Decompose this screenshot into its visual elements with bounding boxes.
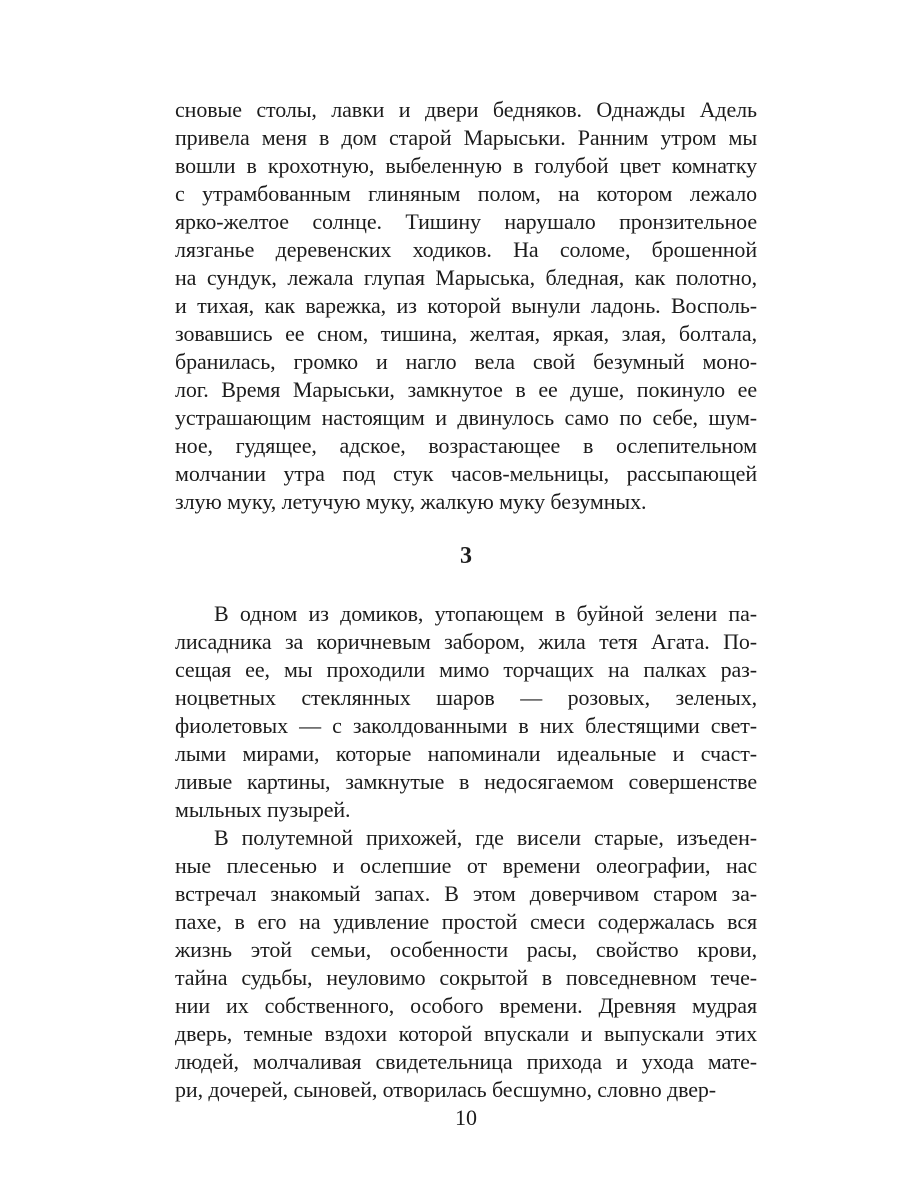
paragraph — [175, 824, 757, 1104]
text-line: жизнь этой семьи, особенности расы, свойство крови, — [175, 937, 757, 962]
text-line: устрашающим настоящим и двинулось само по себе, шум- — [175, 405, 757, 430]
text-line: ные плесенью и ослепшие от времени олеографии, нас — [175, 853, 757, 878]
text-line: дверь, темные вздохи которой впускали и выпускали этих — [175, 1021, 757, 1046]
text-line: встречал знакомый запах. В этом доверчивом старом за- — [175, 881, 757, 906]
text-line: В полутемной прихожей, где висели старые, изъеден- — [214, 825, 757, 850]
text-line: ное, гудящее, адское, возрастающее в ослепительном — [175, 433, 757, 458]
text-line: лязганье деревенских ходиков. На соломе, брошенной — [175, 237, 757, 262]
text-line: на сундук, лежала глупая Марыська, бледная, как полотно, — [175, 265, 757, 290]
paragraph — [175, 600, 757, 824]
text-line: людей, молчаливая свидетельница прихода и ухода мате- — [175, 1049, 757, 1074]
text-line: молчании утра под стук часов-мельницы, рассыпающей — [175, 461, 757, 486]
text-line: привела меня в дом старой Марыськи. Ранним утром мы — [175, 125, 757, 150]
text-line: пахе, в его на удивление простой смеси содержалась вся — [175, 909, 757, 934]
text-line: бранилась, громко и нагло вела свой безумный моно- — [175, 349, 757, 374]
text-line: зовавшись ее сном, тишина, желтая, яркая, злая, болтала, — [175, 321, 757, 346]
text-line: и тихая, как варежка, из которой вынули ладонь. Восполь- — [175, 293, 757, 318]
text-line: сновые столы, лавки и двери бедняков. Однажды Адель — [175, 97, 757, 122]
text-line: нии их собственного, особого времени. Древняя мудрая — [175, 993, 757, 1018]
text-line: лисадника за коричневым забором, жила тетя Агата. По- — [175, 629, 757, 654]
text-line: мыльных пузырей. — [175, 797, 351, 822]
paragraph — [175, 96, 757, 516]
text-line: ливые картины, замкнутые в недосягаемом совершенстве — [175, 769, 757, 794]
text-line: ярко-желтое солнце. Тишину нарушало пронзительное — [175, 209, 757, 234]
text-line: лог. Время Марыськи, замкнутое в ее душе, покинуло ее — [175, 377, 757, 402]
text-line: тайна судьбы, неуловимо сокрытой в повседневном тече- — [175, 965, 757, 990]
text-line: ри, дочерей, сыновей, отворилась бесшумно, словно двер- — [175, 1077, 717, 1102]
page-number: 10 — [455, 1105, 477, 1130]
section-number: 3 — [460, 543, 472, 569]
text-line: фиолетовых — с заколдованными в них блестящими свет- — [175, 713, 757, 738]
text-line: злую муку, летучую муку, жалкую муку безумных. — [175, 489, 647, 514]
text-line: В одном из домиков, утопающем в буйной зелени па- — [214, 601, 757, 626]
text-line: сещая ее, мы проходили мимо торчащих на палках раз- — [175, 657, 757, 682]
text-line: с утрамбованным глиняным полом, на котором лежало — [175, 181, 757, 206]
text-line: ноцветных стеклянных шаров — розовых, зеленых, — [175, 685, 757, 710]
text-line: лыми мирами, которые напоминали идеальные и счаст- — [175, 741, 757, 766]
page-text — [175, 96, 757, 1104]
text-line: вошли в крохотную, выбеленную в голубой цвет комнатку — [175, 153, 757, 178]
